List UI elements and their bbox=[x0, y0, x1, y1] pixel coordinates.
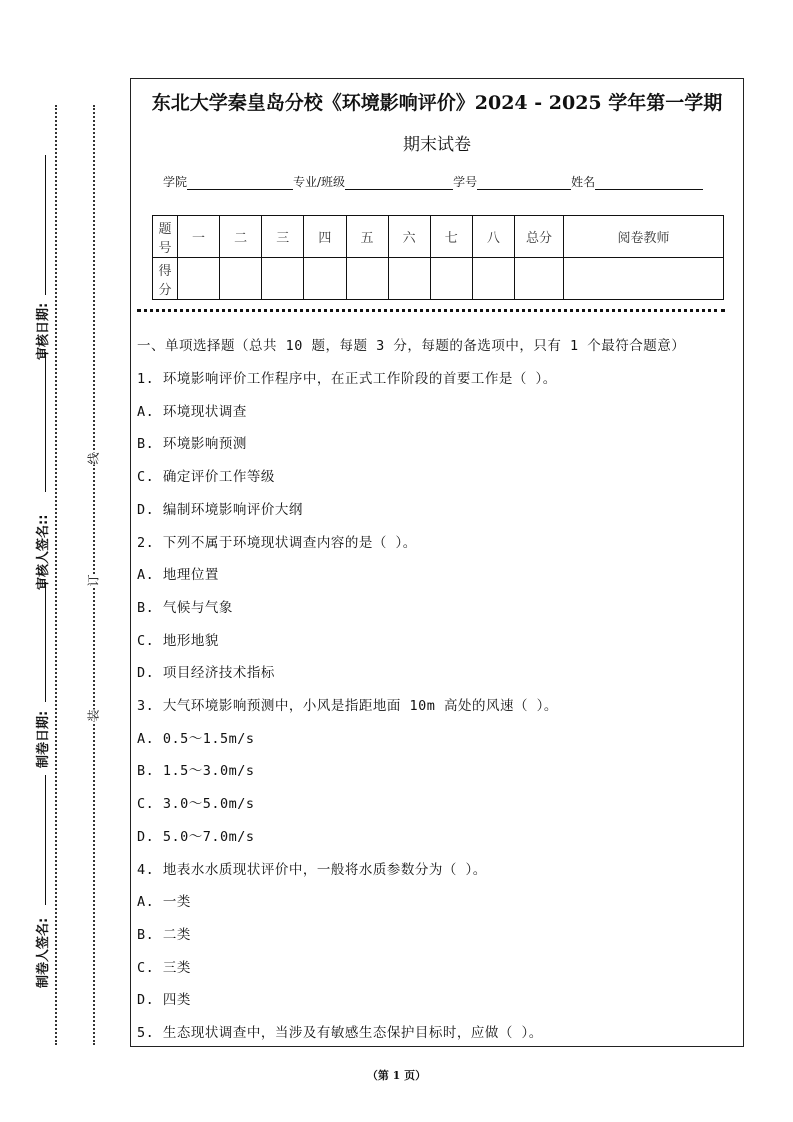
seal-mark-xian: 线 bbox=[86, 452, 101, 465]
score-cell[interactable] bbox=[262, 258, 304, 300]
score-cell[interactable] bbox=[304, 258, 346, 300]
row-label-score: 得分 bbox=[153, 258, 178, 300]
exam-title: 东北大学秦皇岛分校《环境影响评价》2024 - 2025 学年第一学期 bbox=[151, 92, 723, 114]
student-id-blank[interactable] bbox=[477, 176, 571, 190]
answer-option: C. 三类 bbox=[137, 959, 191, 976]
col-header: 七 bbox=[430, 216, 472, 258]
reviewer-signature-label: 审核人签名:: bbox=[36, 514, 51, 590]
seal-dotted-line-outer bbox=[55, 105, 57, 1045]
name-blank[interactable] bbox=[595, 176, 703, 190]
answer-option: C. 3.0～5.0m/s bbox=[137, 796, 255, 813]
answer-option: A. 地理位置 bbox=[137, 567, 219, 584]
answer-option: D. 项目经济技术指标 bbox=[137, 665, 275, 682]
seal-mark-zhuang: 装 bbox=[86, 709, 101, 722]
col-header: 一 bbox=[178, 216, 220, 258]
col-header: 四 bbox=[304, 216, 346, 258]
score-cell[interactable] bbox=[388, 258, 430, 300]
score-table bbox=[152, 215, 724, 300]
answer-option: C. 确定评价工作等级 bbox=[137, 469, 275, 486]
col-header: 五 bbox=[346, 216, 388, 258]
seal-mark-ding: 订 bbox=[86, 574, 101, 587]
page-number: （第 1 页） bbox=[366, 1069, 427, 1082]
score-cell[interactable] bbox=[220, 258, 262, 300]
score-cell[interactable] bbox=[515, 258, 564, 300]
answer-option: D. 四类 bbox=[137, 992, 191, 1009]
answer-option: A. 环境现状调查 bbox=[137, 403, 247, 420]
major-class-blank[interactable] bbox=[345, 176, 453, 190]
field-label-college: 学院 bbox=[163, 175, 188, 189]
paper-maker-signature-label: 制卷人签名: bbox=[36, 917, 51, 988]
field-label-name: 姓名 bbox=[571, 175, 596, 189]
college-blank[interactable] bbox=[187, 176, 293, 190]
review-date-label: 审核日期: bbox=[36, 302, 51, 360]
answer-option: B. 二类 bbox=[137, 926, 191, 943]
col-header: 阅卷教师 bbox=[564, 216, 724, 258]
paper-date-label: 制卷日期: bbox=[36, 710, 51, 768]
col-header: 八 bbox=[472, 216, 514, 258]
question-stem: 5. 生态现状调查中，当涉及有敏感生态保护目标时，应做（ ）。 bbox=[137, 1025, 543, 1041]
answer-option: B. 1.5～3.0m/s bbox=[137, 763, 255, 780]
question-stem: 1. 环境影响评价工作程序中，在正式工作阶段的首要工作是（ ）。 bbox=[137, 371, 557, 387]
answer-option: D. 编制环境影响评价大纲 bbox=[137, 501, 303, 518]
exam-subtitle: 期末试卷 bbox=[403, 135, 471, 155]
answer-option: D. 5.0～7.0m/s bbox=[137, 828, 255, 845]
signature-line bbox=[45, 352, 46, 492]
answer-option: B. 气候与气象 bbox=[137, 599, 233, 616]
signature-line bbox=[45, 155, 46, 295]
score-cell[interactable] bbox=[564, 258, 724, 300]
dotted-separator bbox=[137, 309, 725, 312]
answer-option: A. 一类 bbox=[137, 894, 191, 911]
field-label-student-id: 学号 bbox=[453, 175, 478, 189]
signature-line bbox=[45, 775, 46, 905]
answer-option: B. 环境影响预测 bbox=[137, 436, 247, 453]
section-heading: 一、单项选择题（总共 10 题，每题 3 分，每题的备选项中，只有 1 个最符合题意） bbox=[137, 338, 686, 354]
score-cell[interactable] bbox=[430, 258, 472, 300]
question-stem: 3. 大气环境影响预测中，小风是指距地面 10m 高处的风速（ ）。 bbox=[137, 698, 558, 714]
col-header: 总分 bbox=[515, 216, 564, 258]
score-cell[interactable] bbox=[472, 258, 514, 300]
student-info-fields bbox=[163, 173, 703, 190]
question-stem: 2. 下列不属于环境现状调查内容的是（ ）。 bbox=[137, 534, 417, 551]
field-label-major-class: 专业/班级 bbox=[293, 175, 346, 189]
answer-option: A. 0.5～1.5m/s bbox=[137, 730, 255, 747]
score-cell[interactable] bbox=[346, 258, 388, 300]
col-header: 六 bbox=[388, 216, 430, 258]
col-header: 三 bbox=[262, 216, 304, 258]
signature-line bbox=[45, 582, 46, 702]
row-label-question-no: 题号 bbox=[153, 216, 178, 258]
col-header: 二 bbox=[220, 216, 262, 258]
answer-option: C. 地形地貌 bbox=[137, 632, 219, 649]
score-cell[interactable] bbox=[178, 258, 220, 300]
question-stem: 4. 地表水水质现状评价中，一般将水质参数分为（ ）。 bbox=[137, 861, 487, 878]
